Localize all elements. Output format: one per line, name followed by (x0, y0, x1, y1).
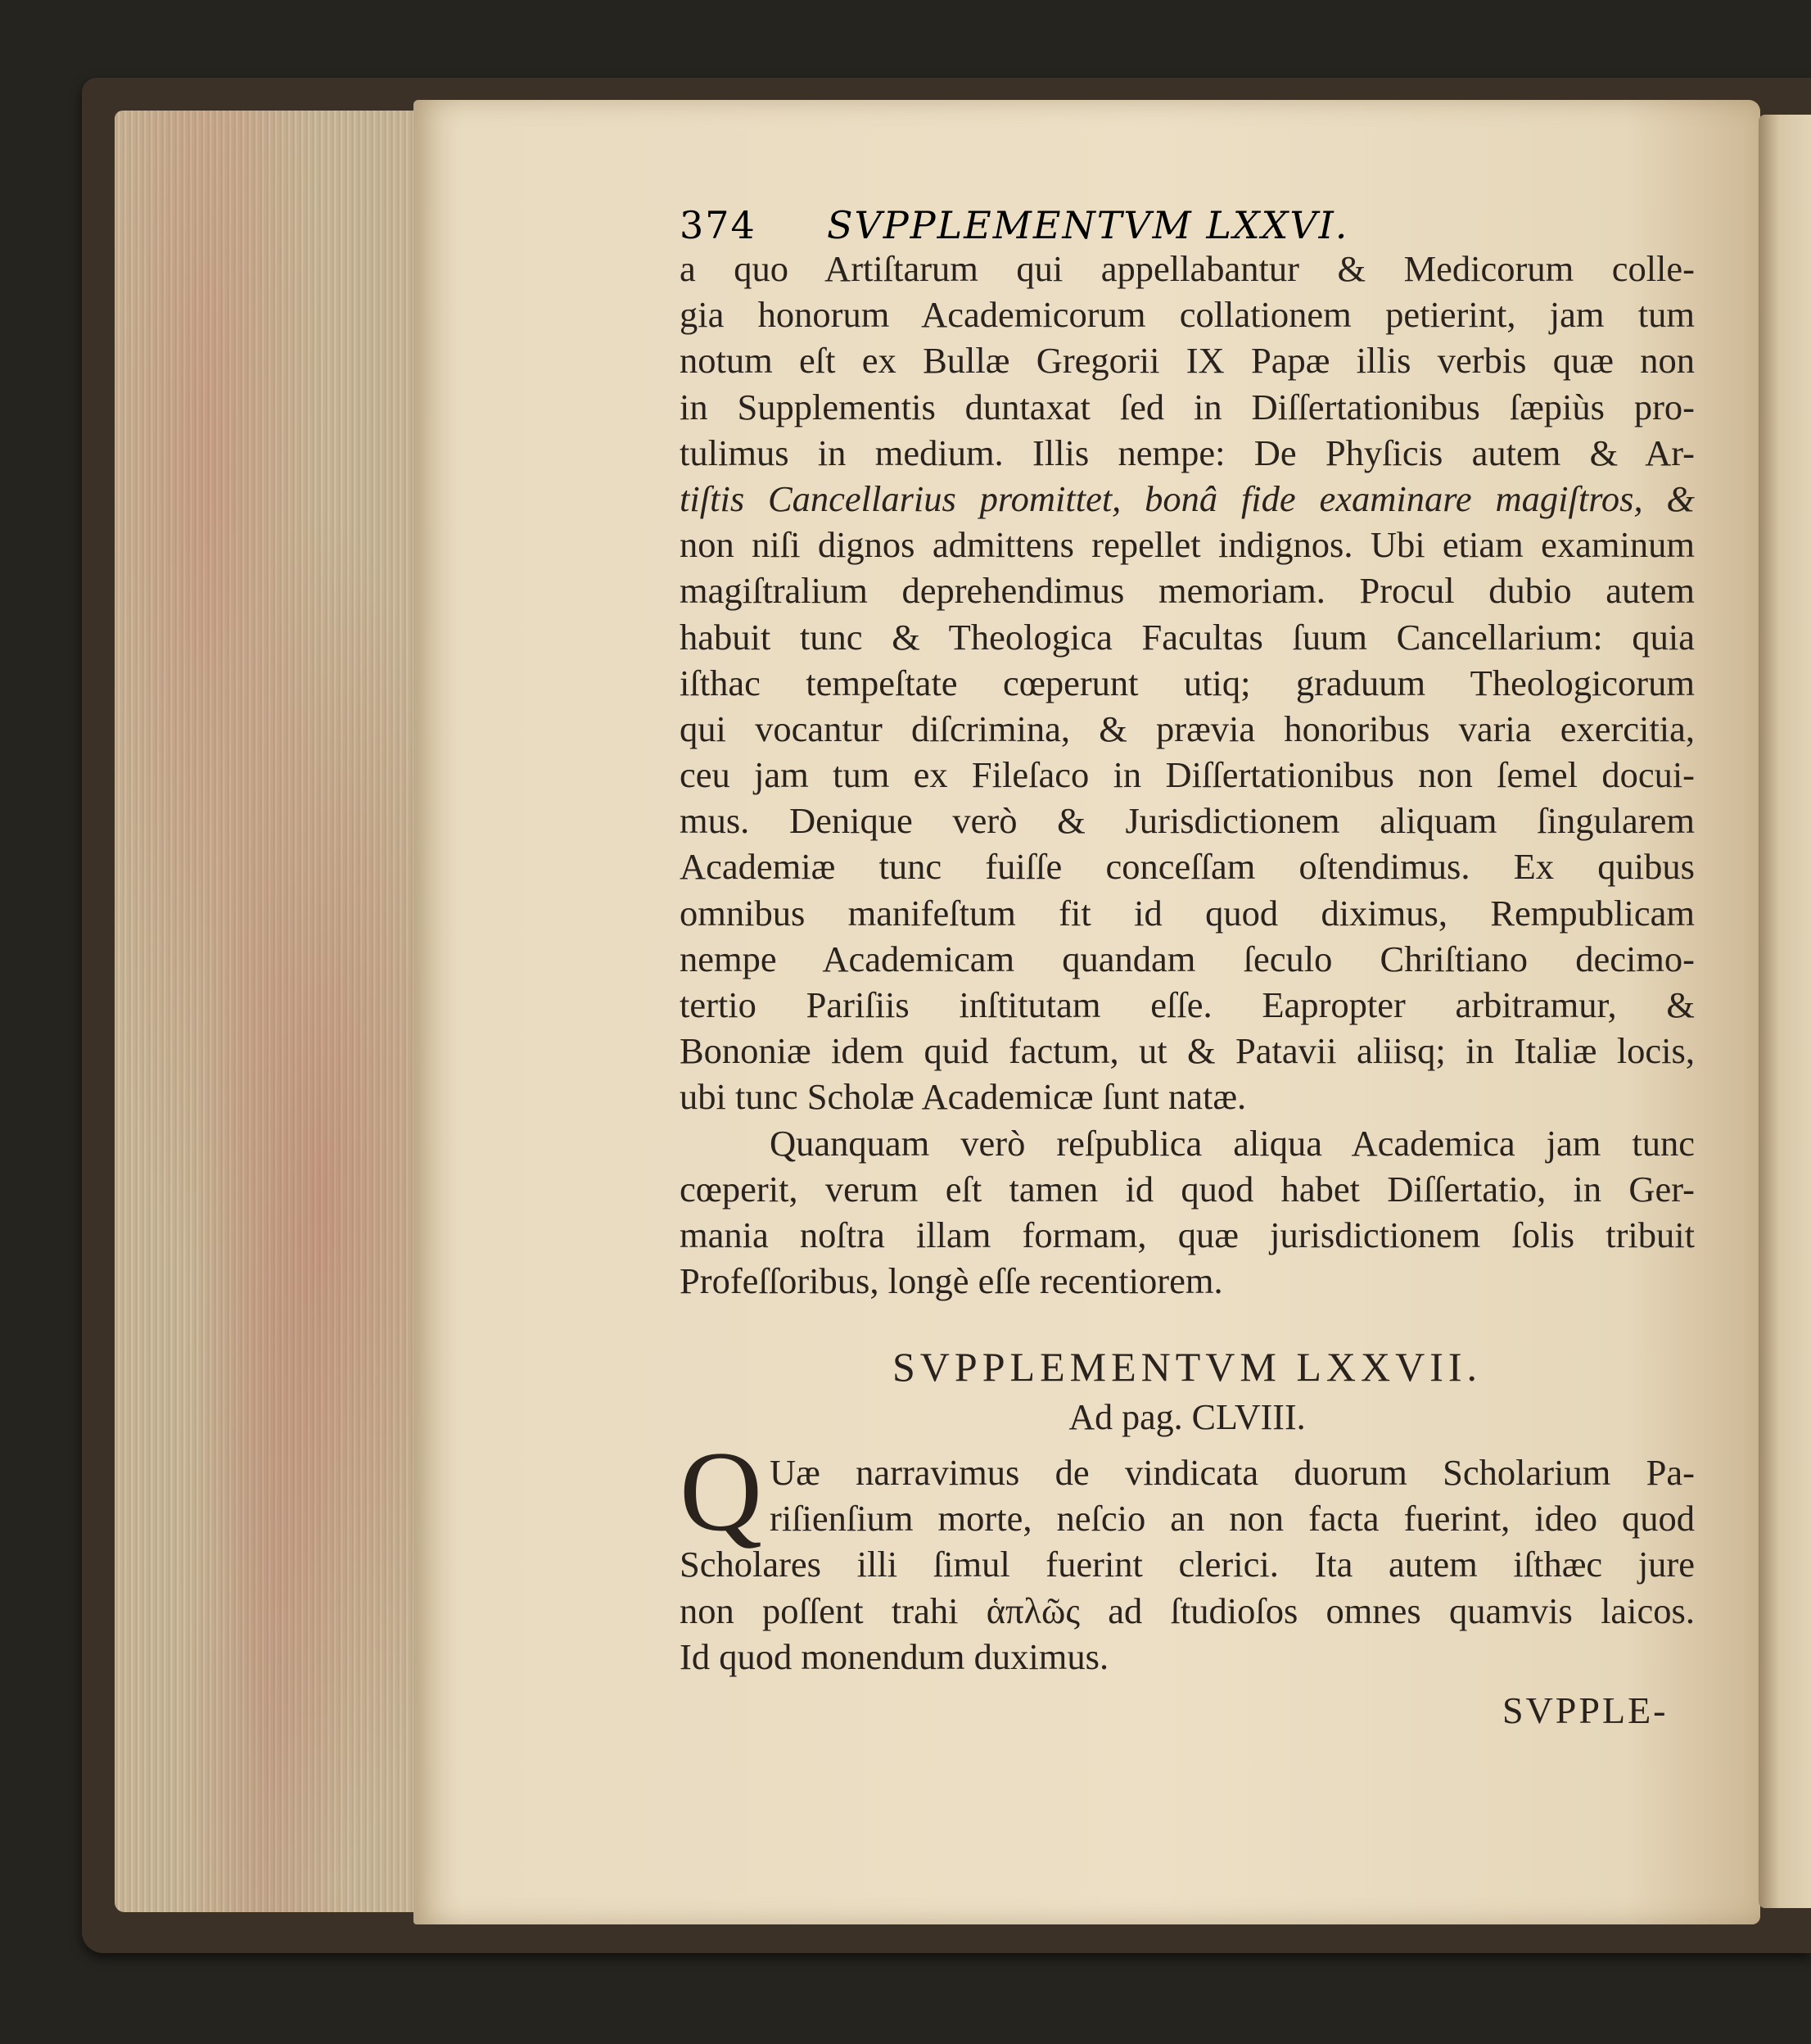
section-subheading: Ad pag. CLVIII. (1068, 1397, 1306, 1437)
body-line: magiſtralium deprehendimus memoriam. Procul dubio autem (680, 570, 1695, 612)
body-line: in Supplementis duntaxat ſed in Diſſertationibus ſæpiùs pro- (680, 386, 1695, 427)
body-line: non niſi dignos admittens repellet indignos. Ubi etiam examinum (680, 524, 1695, 566)
body-line: Bononiæ idem quid factum, ut & Patavii aliisq; in Italiæ locis, (680, 1030, 1695, 1072)
section-line: riſienſium morte, neſcio an non facta fuerint, ideo quod (770, 1498, 1695, 1540)
section-line: Scholares illi ſimul fuerint clerici. Ita autem iſthæc jure (680, 1544, 1695, 1585)
facing-page-edge (1759, 115, 1811, 1908)
body-line: iſthac tempeſtate cœperunt utiq; graduum Theologicorum (680, 662, 1695, 703)
body-line: qui vocantur diſcrimina, & prævia honoribus varia exercitia, (680, 708, 1695, 749)
body-line: a quo Artiſtarum qui appellabantur & Medicorum colle- (680, 248, 1695, 289)
body-line: omnibus manifeſtum fit id quod diximus, Rempublicam (680, 892, 1695, 934)
running-head (680, 203, 1695, 252)
body-line: Academiæ tunc fuiſſe conceſſam oſtendimus. Ex quibus (680, 846, 1695, 888)
body-line: mus. Denique verò & Jurisdictionem aliquam ſingularem (680, 800, 1695, 842)
body-line: Profeſſoribus, longè eſſe recentiorem. (680, 1260, 1223, 1302)
body-line: mania noſtra illam formam, quæ jurisdictionem ſolis tribuit (680, 1214, 1695, 1255)
page-fore-edge (115, 111, 418, 1912)
running-head-title: SVPPLEMENTVM LXXVI. (827, 203, 1349, 247)
body-line: ceu jam tum ex Fileſaco in Diſſertationibus non ſemel docui- (680, 754, 1695, 796)
section-line: non poſſent trahi ἁπλῶς ad ſtudioſos omnes quamvis laicos. (680, 1590, 1695, 1631)
section-line: Uæ narravimus de vindicata duorum Scholarium Pa- (770, 1452, 1695, 1493)
catchword: SVPPLE- (1502, 1689, 1669, 1731)
body-line: cœperit, verum eſt tamen id quod habet Diſſertatio, in Ger- (680, 1168, 1695, 1210)
body-line: tulimus in medium. Illis nempe: De Phyſicis autem & Ar- (680, 432, 1695, 473)
body-line: tiſtis Cancellarius promittet, bonâ fide examinare magiſtros, & (680, 477, 1695, 519)
section-line: Id quod monendum duximus. (680, 1635, 1109, 1677)
page-number: 374 (680, 203, 756, 247)
body-line: tertio Pariſiis inſtitutam eſſe. Eapropter arbitramur, & (680, 984, 1695, 1025)
body-line: nempe Academicam quandam ſeculo Chriſtiano decimo- (680, 938, 1695, 979)
section-text (680, 1428, 1695, 1680)
body-line: ubi tunc Scholæ Academicæ ſunt natæ. (680, 1076, 1247, 1118)
body-text (680, 246, 1695, 1304)
body-line: Quanquam verò reſpublica aliqua Academica jam tunc (770, 1122, 1695, 1164)
section-heading: SVPPLEMENTVM LXXVII. (892, 1344, 1482, 1390)
body-line: notum eſt ex Bullæ Gregorii IX Papæ illis verbis quæ non (680, 340, 1695, 382)
body-line: habuit tunc & Theologica Facultas ſuum Cancellarium: quia (680, 616, 1695, 658)
body-line: gia honorum Academicorum collationem petierint, jam tum (680, 294, 1695, 336)
drop-capital: Q (680, 1428, 763, 1555)
